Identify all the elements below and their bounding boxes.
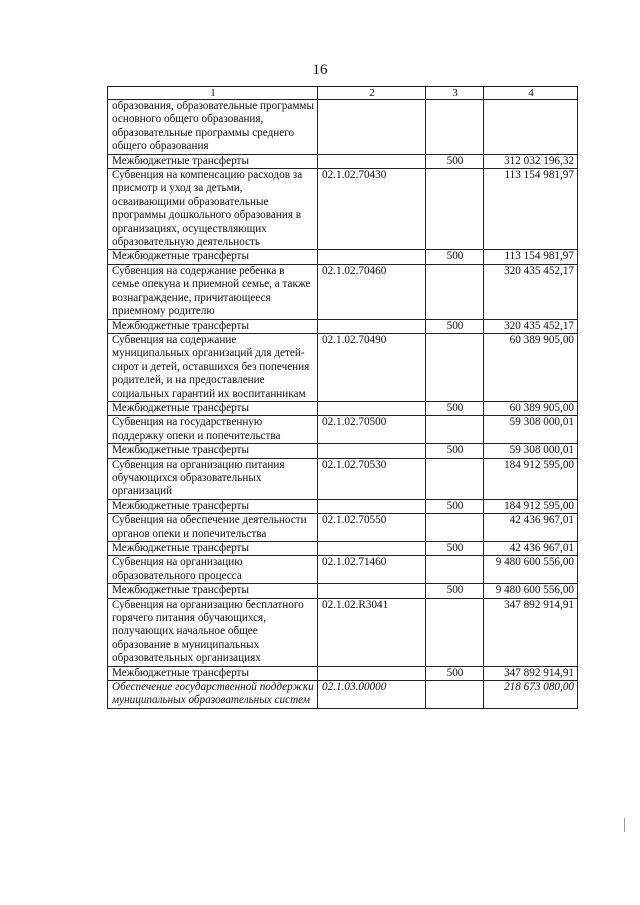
row-type-cell: 500	[426, 499, 484, 513]
row-code-cell	[318, 584, 426, 598]
row-type-cell	[426, 416, 484, 444]
table-row	[108, 100, 578, 155]
row-name-cell: Субвенция на содержание муниципальных организаций для детей-сирот и детей, оставшихся без попечения родителей, и на предоставление социальных гарантий их воспитанникам	[108, 333, 318, 401]
row-code-cell	[318, 154, 426, 168]
row-name-cell: Субвенция на содержание ребенка в семье опекуна и приемной семье, а также вознаграждение, причитающееся приемному родителю	[108, 264, 318, 319]
row-sum-cell: 218 673 080,00	[484, 681, 578, 709]
header-col-2: 2	[318, 87, 426, 100]
row-type-cell	[426, 681, 484, 709]
row-code-cell: 02.1.02.70490	[318, 333, 426, 401]
row-name-cell: Межбюджетные трансферты	[108, 499, 318, 513]
row-code-cell	[318, 319, 426, 333]
row-sum-cell: 347 892 914,91	[484, 598, 578, 666]
table-row	[108, 542, 578, 556]
row-type-cell: 500	[426, 666, 484, 680]
row-code-cell: 02.1.02.71460	[318, 556, 426, 584]
row-sum-cell: 184 912 595,00	[484, 458, 578, 499]
row-sum-cell	[484, 100, 578, 155]
row-type-cell: 500	[426, 401, 484, 415]
table-row	[108, 319, 578, 333]
table-row	[108, 666, 578, 680]
row-type-cell	[426, 598, 484, 666]
row-name-cell: Межбюджетные трансферты	[108, 584, 318, 598]
table-row	[108, 333, 578, 401]
row-sum-cell: 60 389 905,00	[484, 333, 578, 401]
row-sum-cell: 9 480 600 556,00	[484, 556, 578, 584]
row-sum-cell: 320 435 452,17	[484, 319, 578, 333]
row-type-cell	[426, 264, 484, 319]
row-code-cell	[318, 444, 426, 458]
row-sum-cell: 347 892 914,91	[484, 666, 578, 680]
row-name-cell: Обеспечение государственной поддержки муниципальных образовательных систем	[108, 681, 318, 709]
row-name-cell: Субвенция на организацию бесплатного горячего питания обучающихся, получающих начальное общее образование в муниципальных образовательных организациях	[108, 598, 318, 666]
row-name-cell: Субвенция на обеспечение деятельности органов опеки и попечительства	[108, 514, 318, 542]
row-name-cell: образования, образовательные программы основного общего образования, образовательные программы среднего общего образования	[108, 100, 318, 155]
row-name-cell: Межбюджетные трансферты	[108, 250, 318, 264]
row-type-cell: 500	[426, 584, 484, 598]
row-code-cell: 02.1.03.00000	[318, 681, 426, 709]
row-name-cell: Межбюджетные трансферты	[108, 444, 318, 458]
row-name-cell: Субвенция на компенсацию расходов за присмотр и уход за детьми, осваивающими образовательные программы дошкольного образования в организациях, осуществляющих образовательную деятельность	[108, 169, 318, 250]
page-number: 16	[312, 62, 328, 78]
row-sum-cell: 184 912 595,00	[484, 499, 578, 513]
row-name-cell: Межбюджетные трансферты	[108, 154, 318, 168]
row-name-cell: Межбюджетные трансферты	[108, 319, 318, 333]
table-row	[108, 681, 578, 709]
row-name-cell: Субвенция на организацию образовательного процесса	[108, 556, 318, 584]
row-sum-cell: 59 308 000,01	[484, 416, 578, 444]
row-name-cell: Межбюджетные трансферты	[108, 401, 318, 415]
row-code-cell: 02.1.02.70430	[318, 169, 426, 250]
row-sum-cell: 320 435 452,17	[484, 264, 578, 319]
table-row	[108, 458, 578, 499]
row-sum-cell: 59 308 000,01	[484, 444, 578, 458]
row-type-cell	[426, 514, 484, 542]
row-sum-cell: 42 436 967,01	[484, 514, 578, 542]
row-code-cell	[318, 250, 426, 264]
row-code-cell	[318, 100, 426, 155]
row-name-cell: Субвенция на организацию питания обучающихся образовательных организаций	[108, 458, 318, 499]
header-col-1: 1	[108, 87, 318, 100]
header-col-4: 4	[484, 87, 578, 100]
row-type-cell	[426, 333, 484, 401]
row-type-cell	[426, 100, 484, 155]
table-row	[108, 169, 578, 250]
row-sum-cell: 113 154 981,97	[484, 250, 578, 264]
header-col-3: 3	[426, 87, 484, 100]
table-row	[108, 416, 578, 444]
table-row	[108, 444, 578, 458]
row-sum-cell: 9 480 600 556,00	[484, 584, 578, 598]
table-header-row	[108, 87, 578, 100]
table-body	[108, 100, 578, 709]
budget-table	[107, 86, 578, 709]
row-type-cell	[426, 556, 484, 584]
row-code-cell: 02.1.02.70500	[318, 416, 426, 444]
table-row	[108, 556, 578, 584]
table-row	[108, 401, 578, 415]
table-row	[108, 154, 578, 168]
row-sum-cell: 113 154 981,97	[484, 169, 578, 250]
row-sum-cell: 60 389 905,00	[484, 401, 578, 415]
row-code-cell	[318, 499, 426, 513]
row-sum-cell: 312 032 196,32	[484, 154, 578, 168]
row-type-cell: 500	[426, 444, 484, 458]
row-type-cell	[426, 458, 484, 499]
table-row	[108, 514, 578, 542]
row-name-cell: Межбюджетные трансферты	[108, 666, 318, 680]
row-name-cell: Межбюджетные трансферты	[108, 542, 318, 556]
row-type-cell: 500	[426, 319, 484, 333]
row-code-cell	[318, 401, 426, 415]
table-row	[108, 264, 578, 319]
row-name-cell: Субвенция на государственную поддержку опеки и попечительства	[108, 416, 318, 444]
row-code-cell: 02.1.02.70550	[318, 514, 426, 542]
row-code-cell: 02.1.02.70530	[318, 458, 426, 499]
table-row	[108, 250, 578, 264]
table-row	[108, 499, 578, 513]
row-type-cell: 500	[426, 542, 484, 556]
row-code-cell	[318, 542, 426, 556]
row-sum-cell: 42 436 967,01	[484, 542, 578, 556]
table-row	[108, 584, 578, 598]
row-code-cell: 02.1.02.R3041	[318, 598, 426, 666]
table-row	[108, 598, 578, 666]
row-code-cell	[318, 666, 426, 680]
row-code-cell: 02.1.02.70460	[318, 264, 426, 319]
row-type-cell: 500	[426, 154, 484, 168]
margin-mark	[624, 818, 628, 832]
row-type-cell	[426, 169, 484, 250]
row-type-cell: 500	[426, 250, 484, 264]
